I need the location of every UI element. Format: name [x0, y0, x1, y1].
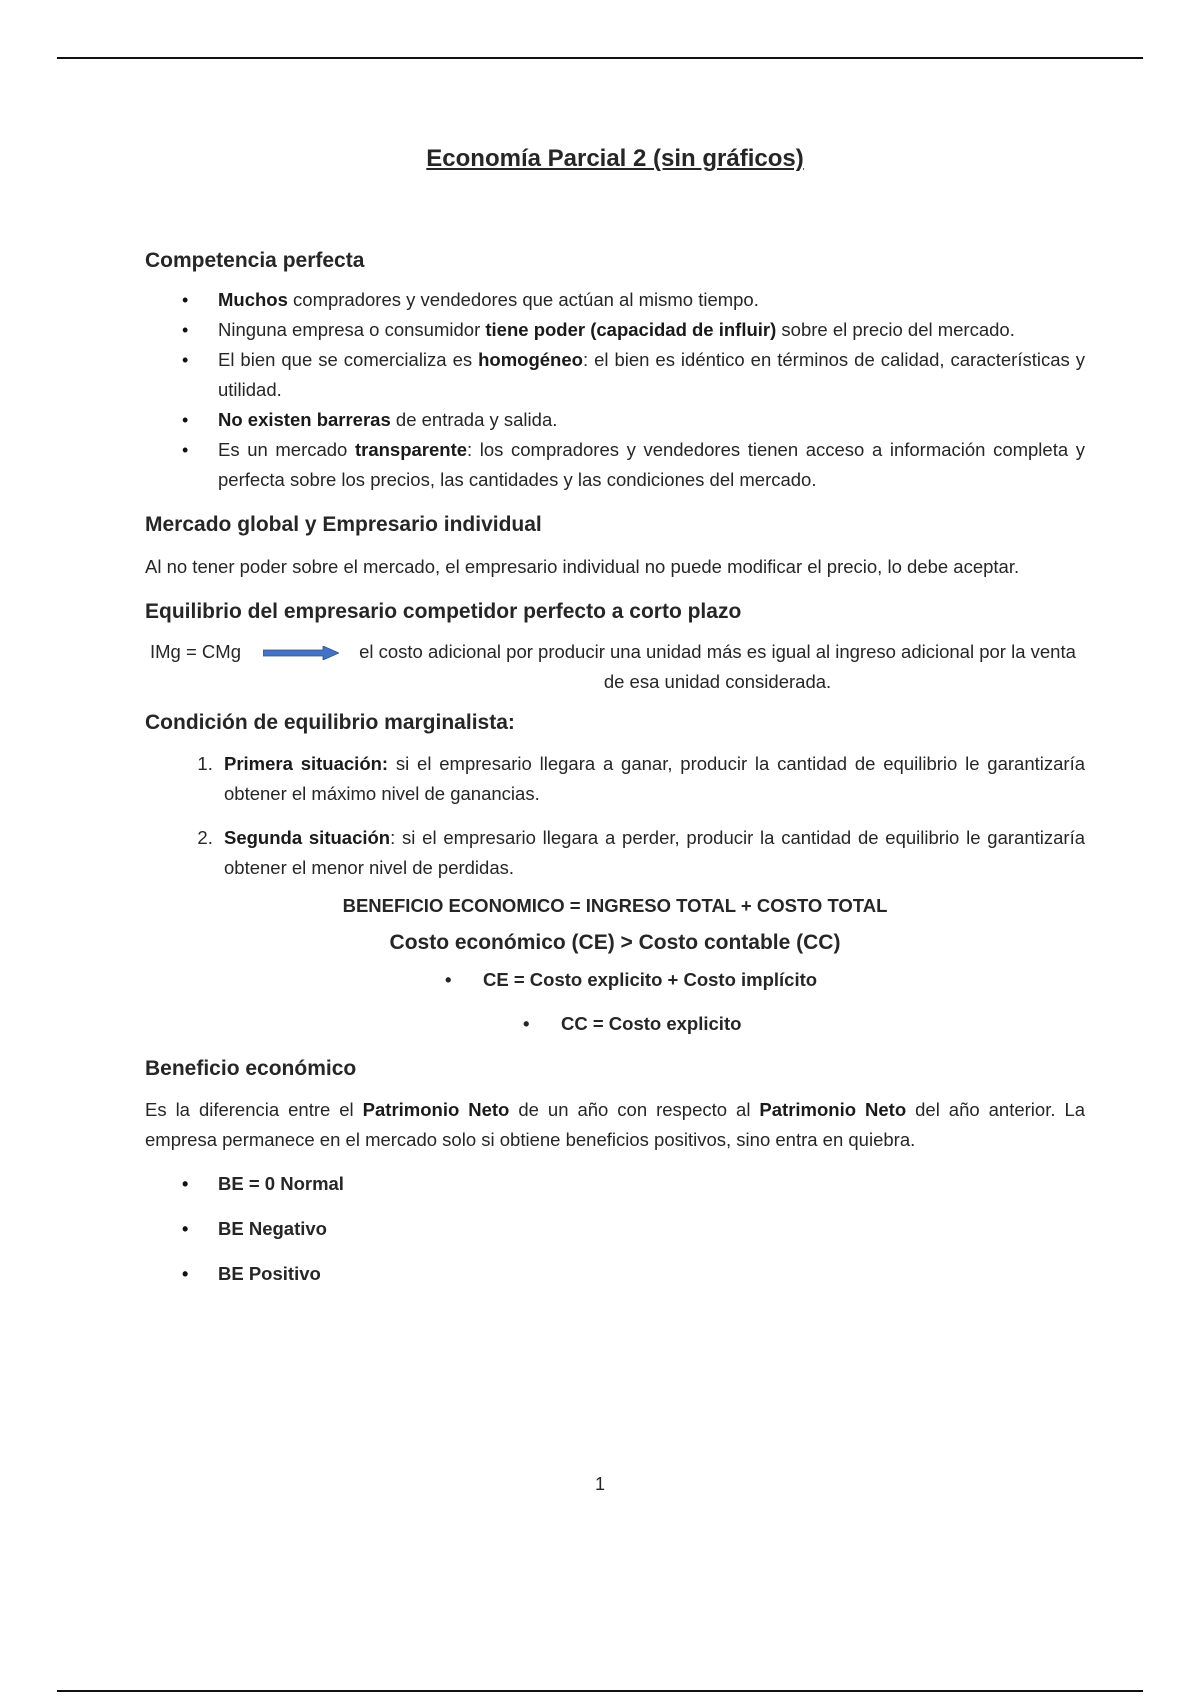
list-item: 2. Segunda situación: si el empresario llegara a perder, producir la cantidad de equilibrio le garantizaría obtener el menor nivel de perdidas.: [218, 823, 1085, 883]
list-item: • Muchos compradores y vendedores que actúan al mismo tiempo.: [218, 285, 1085, 315]
arrow-right-icon: [263, 646, 339, 660]
ce-text: CE = Costo explicito + Costo implícito: [483, 969, 818, 990]
list-item: • No existen barreras de entrada y salida.: [218, 405, 1085, 435]
formula-costo: Costo económico (CE) > Costo contable (CC): [389, 931, 841, 954]
paragraph-beneficio: Es la diferencia entre el Patrimonio Neto de un año con respecto al Patrimonio Neto del año anterior. La empresa permanece en el mercado solo si obtiene beneficios positivos, sino entra en quiebra.: [145, 1099, 1086, 1150]
formula-beneficio: BENEFICIO ECONOMICO = INGRESO TOTAL + COSTO TOTAL: [342, 895, 888, 916]
heading-competencia: Competencia perfecta: [145, 249, 365, 272]
list-item: • Es un mercado transparente: los compradores y vendedores tienen acceso a información completa y perfecta sobre los precios, las cantidades y las condiciones del mercado.: [218, 435, 1085, 495]
equilibrio-row: [145, 637, 1085, 697]
list-condicion: [145, 749, 1085, 883]
list-item: • Ninguna empresa o consumidor tiene poder (capacidad de influir) sobre el precio del mercado.: [218, 315, 1085, 345]
heading-beneficio: Beneficio económico: [145, 1057, 357, 1080]
page-number: 1: [594, 1474, 605, 1494]
list-item: • BE Negativo: [218, 1214, 1085, 1244]
bullet-ce: [145, 969, 1085, 999]
formula-img-cmg: IMg = CMg: [150, 641, 241, 662]
document-body: [145, 145, 1085, 1289]
heading-condicion: Condición de equilibrio marginalista:: [145, 711, 515, 734]
bullet-dot: •: [523, 1013, 530, 1034]
bullet-dot: •: [445, 969, 452, 990]
footer-rule: [57, 1690, 1143, 1692]
list-competencia: [145, 285, 1085, 495]
heading-mercado: Mercado global y Empresario individual: [145, 513, 542, 536]
header-rule: [57, 57, 1143, 59]
heading-equilibrio: Equilibrio del empresario competidor perfecto a corto plazo: [145, 600, 742, 623]
equilibrio-explanation: el costo adicional por producir una unidad más es igual al ingreso adicional por la venta de esa unidad considerada.: [359, 641, 1076, 692]
list-item: • BE = 0 Normal: [218, 1169, 1085, 1199]
cc-text: CC = Costo explicito: [561, 1013, 742, 1034]
bullet-cc: [145, 1013, 1085, 1043]
list-item: 1. Primera situación: si el empresario llegara a ganar, producir la cantidad de equilibrio le garantizaría obtener el máximo nivel de ganancias.: [218, 749, 1085, 809]
document-title: Economía Parcial 2 (sin gráficos): [426, 145, 804, 172]
list-item: • El bien que se comercializa es homogéneo: el bien es idéntico en términos de calidad, características y utilidad.: [218, 345, 1085, 405]
paragraph-mercado: Al no tener poder sobre el mercado, el empresario individual no puede modificar el precio, lo debe aceptar.: [145, 556, 1020, 577]
list-item: • BE Positivo: [218, 1259, 1085, 1289]
list-beneficio: [145, 1169, 1085, 1289]
